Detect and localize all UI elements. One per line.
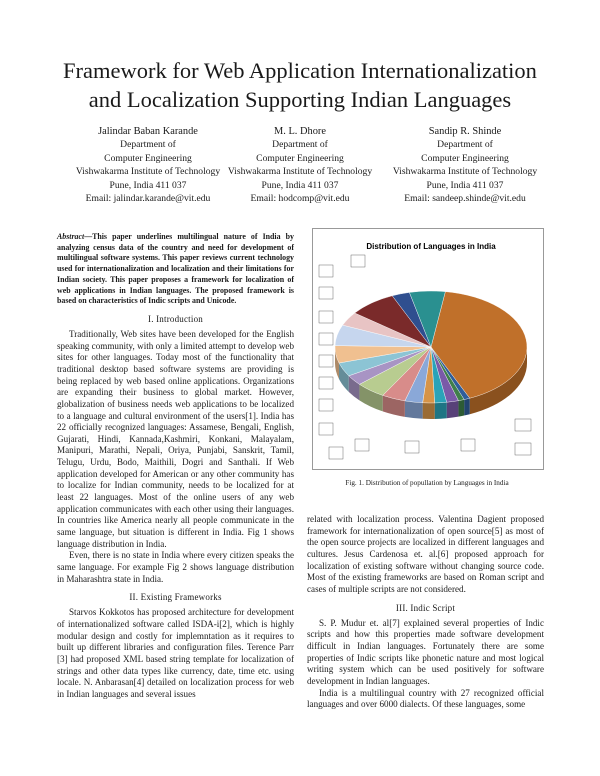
author-institution: Vishwakarma Institute of Technology — [75, 166, 221, 178]
left-column — [57, 232, 294, 701]
section-heading-indic-script: III. Indic Script — [395, 602, 456, 613]
author-dept: Department of — [120, 139, 176, 151]
author-city: Pune, India 411 037 — [109, 179, 187, 191]
pie-slice-side — [447, 401, 459, 419]
pie-slice-side — [405, 401, 423, 419]
author-email: Email: sandeep.shinde@vit.edu — [404, 193, 526, 205]
author-institution: Vishwakarma Institute of Technology — [227, 166, 373, 178]
title-line-2: and Localization Supporting Indian Languages — [88, 87, 512, 112]
intro-paragraph-2: Even, there is no state in India where every citizen speaks the same language. For example Fig 2 shows language distribution in Maharashtra state in India. — [57, 550, 294, 584]
author-dept2: Computer Engineering — [256, 152, 344, 164]
author-institution: Vishwakarma Institute of Technology — [392, 166, 538, 178]
author-city: Pune, India 411 037 — [426, 179, 504, 191]
author-block-3 — [375, 125, 555, 205]
pie-slice-side — [423, 403, 435, 419]
author-name: Sandip R. Shinde — [428, 126, 502, 137]
abstract — [57, 232, 294, 307]
paper-title — [30, 56, 570, 114]
figure-1 — [312, 228, 544, 470]
author-email: Email: jalindar.karande@vit.edu — [85, 193, 211, 205]
author-dept: Department of — [437, 139, 493, 151]
abstract-label: Abstract — [57, 232, 85, 241]
indic-paragraph-2: India is a multilingual country with 27 recognized official languages and over 6000 dialects. Of these languages, some — [307, 687, 544, 710]
author-city: Pune, India 411 037 — [261, 179, 339, 191]
intro-paragraph-1: Traditionally, Web sites have been developed for the English speaking community, with only a limited attempt to develop web sites for other languages. Today most of the functionality that traditional desktop based software systems are providing is being replaced by web based online applications. Organizations are expanding their business to global market. However, globalization of business needs web applications to be localized to a language and cultural environment of the users[1]. India has 22 officially recognized languages: Assamese, Bengali, English, Gujarati, Hindi, Kannada,Kashmiri, Konkani, Malayalam, Manipuri, Marathi, Nepali, Oriya, Punjabi, Sanskrit, Tamil, Telugu, Urdu, Bodo, Maithili, Dogri and Santhali. If Web application developed for American or any other community has to localize for Indian community, needs to be localized for at least 22 languages. Most of the online users of any web application communicates with each other using their languages. In countries like America nearly all people communicate in the same language, but situation is different in India. Fig 1 shows language distribution in India. — [57, 328, 294, 549]
author-name: M. L. Dhore — [274, 126, 326, 137]
title-line-1: Framework for Web Application Internationalization — [63, 58, 537, 83]
existing-paragraph-1: Starvos Kokkotos has proposed architecture for development of internationalized software called ISDA-i[2], which is highly modular design and costly for implemntation as it requires to built up different libraries and configuration files. Terence Parr [3] had proposed XML based string template for localization of strings and other data types like currency, date, time etc. using locale. N. Anbarasan[4] detailed on localization process for web in Indian languages and several issues — [57, 607, 294, 699]
pie-top — [335, 291, 527, 403]
author-dept: Department of — [272, 139, 328, 151]
right-column — [307, 514, 544, 711]
author-email: Email: hodcomp@vit.edu — [250, 193, 350, 205]
pie-slice-side — [435, 402, 447, 419]
indic-paragraph-1: S. P. Mudur et. al[7] explained several properties of Indic scripts and how this properties made software development difficult in Indian languages. Fortunately there are some properties of Indic scripts like phonetic nature and most logical writing system which can be used positively for software development in Indian languages. — [307, 617, 544, 686]
author-dept2: Computer Engineering — [104, 152, 192, 164]
section-heading-introduction: I. Introduction — [148, 313, 203, 324]
existing-paragraph-continued: related with localization process. Valentina Dagient proposed framework for internationalization of open source[5] as most of the open source projects are localized in different languages and cultures. Jesus Cardenosa et. al.[6] proposed approach for localization of existing software without changing source code. Most of the existing frameworks are based on Roman script and cases of multiple scripts are not considered. — [307, 514, 544, 594]
pie-slice-side — [464, 398, 470, 415]
chart-title: Distribution of Languages in India — [366, 242, 496, 251]
pie-chart — [313, 229, 543, 469]
author-name: Jalindar Baban Karande — [98, 126, 198, 137]
abstract-text: —This paper underlines multilingual nature of India by analyzing census data of the country and need for development of multilingual software systems. This paper reviews current technology used for internationalization and localization and their limitations for Indian society. This paper proposes a framework for localization of web applications in Indian languages. The proposed framework is based on characteristics of Indic scripts and Unicode. — [57, 232, 294, 306]
figure-caption: Fig. 1. Distribution of popullation by Languages in India — [345, 479, 509, 487]
author-block-2 — [210, 125, 390, 205]
author-dept2: Computer Engineering — [421, 152, 509, 164]
pie-slice-side — [458, 400, 464, 417]
section-heading-existing-frameworks: II. Existing Frameworks — [129, 592, 222, 603]
